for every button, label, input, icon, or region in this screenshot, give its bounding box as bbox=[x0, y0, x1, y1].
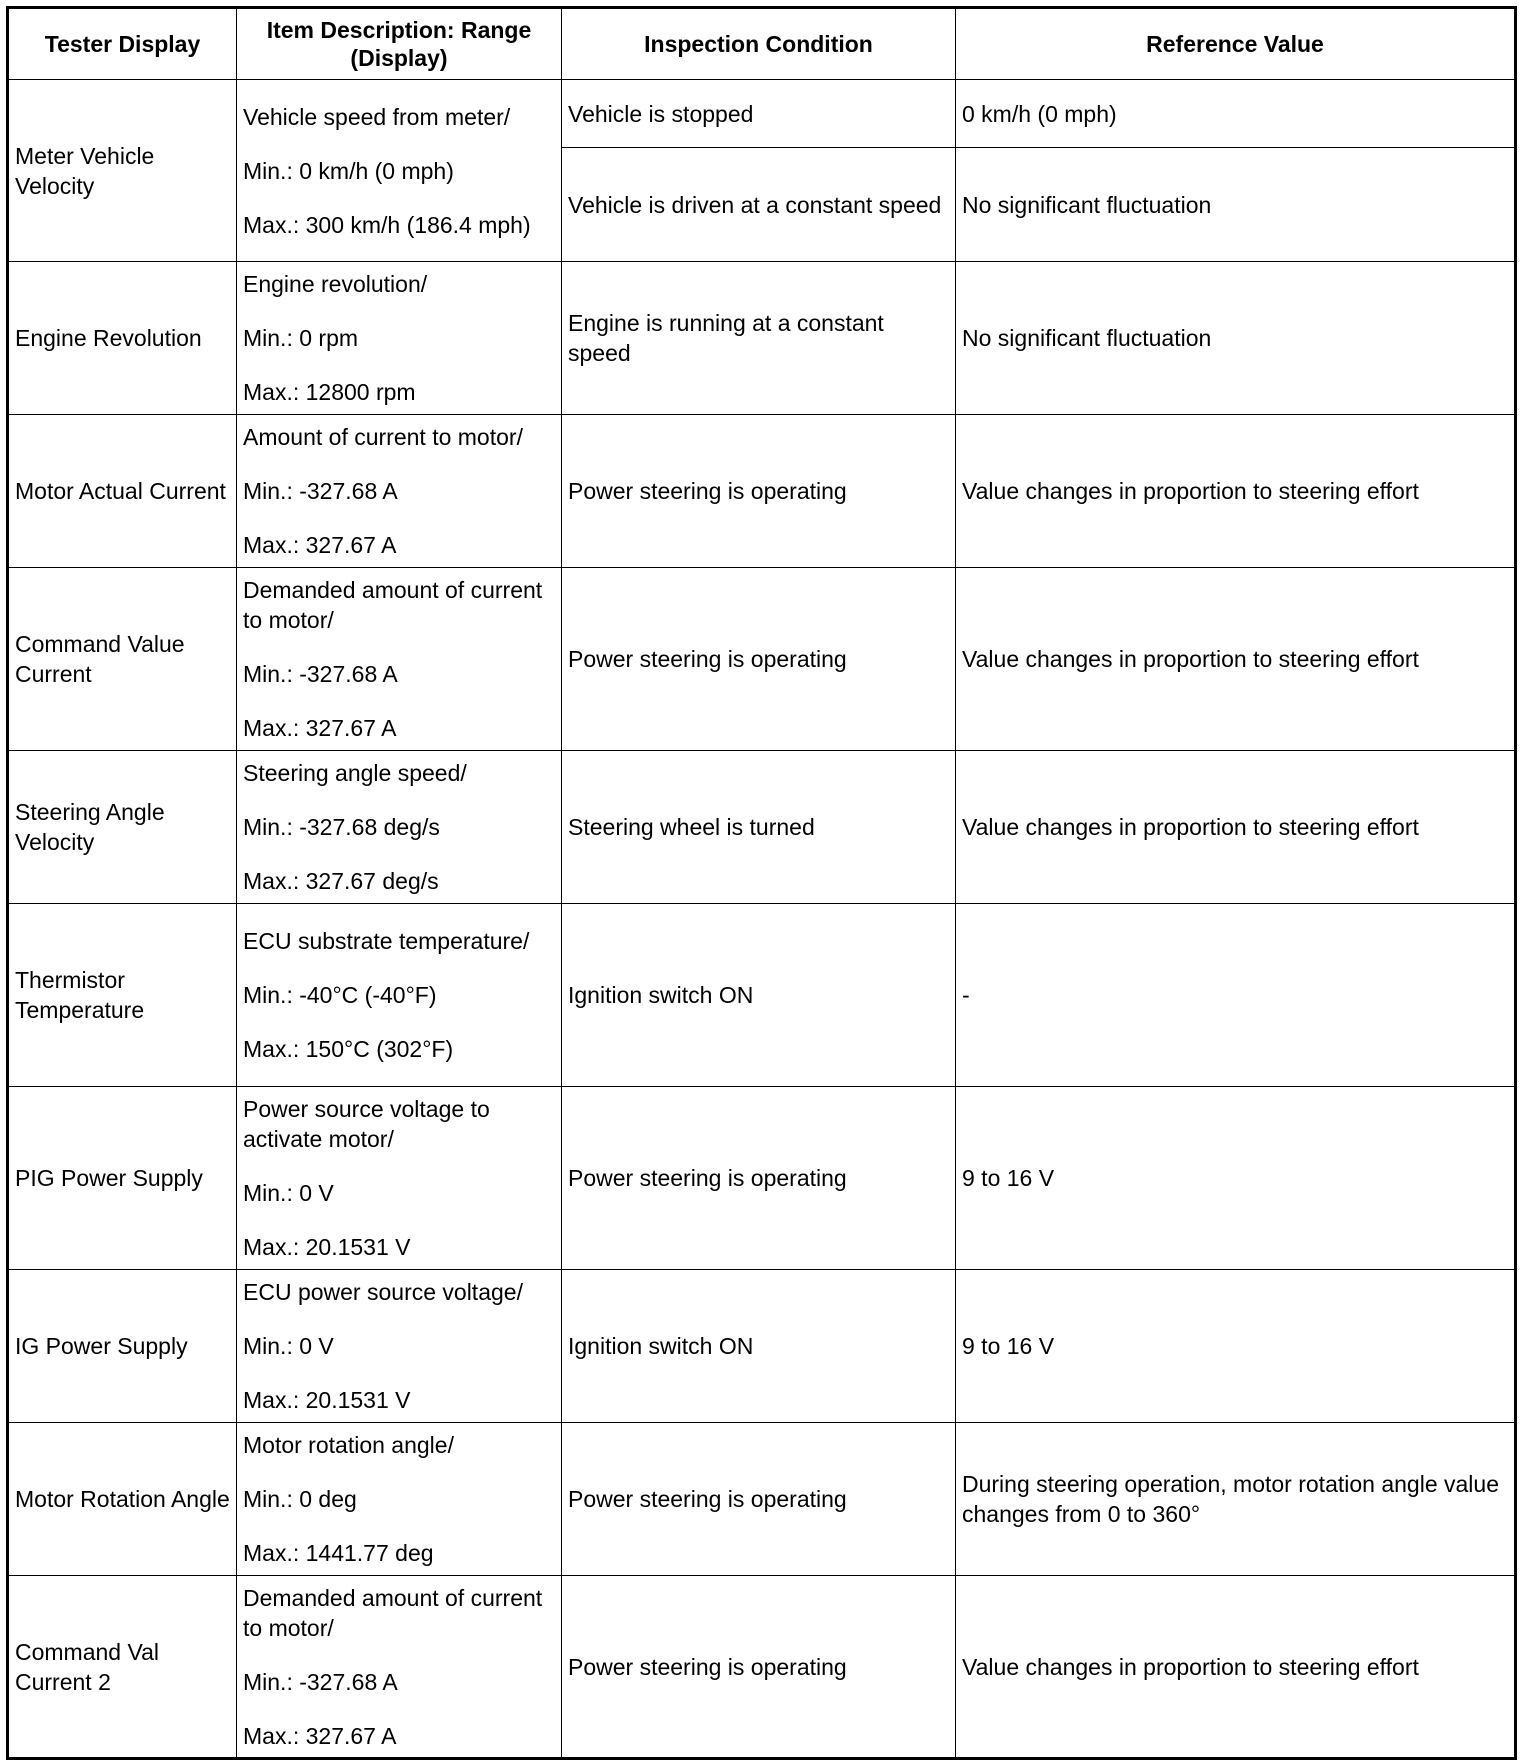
table-row bbox=[8, 751, 1516, 904]
table-row bbox=[8, 80, 1516, 148]
range-min: Min.: 0 V bbox=[243, 1180, 334, 1206]
item-description-cell bbox=[237, 1270, 562, 1423]
item-description-cell bbox=[237, 415, 562, 568]
reference-value-cell: - bbox=[956, 904, 1516, 1087]
inspection-condition-cell: Power steering is operating bbox=[562, 1087, 956, 1270]
inspection-condition-cell: Power steering is operating bbox=[562, 415, 956, 568]
reference-value-cell: No significant fluctuation bbox=[956, 262, 1516, 415]
reference-value-cell: Value changes in proportion to steering effort bbox=[956, 415, 1516, 568]
item-description-cell bbox=[237, 262, 562, 415]
description-text: ECU substrate temperature/ bbox=[243, 928, 530, 954]
item-description-cell bbox=[237, 904, 562, 1087]
inspection-condition-cell: Ignition switch ON bbox=[562, 1270, 956, 1423]
range-max: Max.: 150°C (302°F) bbox=[243, 1036, 454, 1062]
header-inspection-condition: Inspection Condition bbox=[562, 8, 956, 80]
range-max: Max.: 327.67 A bbox=[243, 715, 397, 741]
header-row bbox=[8, 8, 1516, 80]
tester-display-cell: Meter Vehicle Velocity bbox=[8, 80, 237, 262]
table-row bbox=[8, 1423, 1516, 1576]
tester-display-cell: Engine Revolution bbox=[8, 262, 237, 415]
item-description-cell bbox=[237, 751, 562, 904]
item-description-cell bbox=[237, 568, 562, 751]
item-description-cell bbox=[237, 1423, 562, 1576]
reference-value-cell: 9 to 16 V bbox=[956, 1087, 1516, 1270]
range-min: Min.: -327.68 A bbox=[243, 661, 398, 687]
table-row bbox=[8, 904, 1516, 1087]
reference-value-cell: During steering operation, motor rotation angle value changes from 0 to 360° bbox=[956, 1423, 1516, 1576]
range-min: Min.: 0 rpm bbox=[243, 325, 359, 351]
reference-value-cell: Value changes in proportion to steering effort bbox=[956, 1576, 1516, 1759]
tester-display-cell: Thermistor Temperature bbox=[8, 904, 237, 1087]
inspection-condition-cell: Vehicle is driven at a constant speed bbox=[562, 148, 956, 262]
description-text: Steering angle speed/ bbox=[243, 760, 467, 786]
inspection-condition-cell: Steering wheel is turned bbox=[562, 751, 956, 904]
header-reference-value: Reference Value bbox=[956, 8, 1516, 80]
tester-display-cell: Motor Actual Current bbox=[8, 415, 237, 568]
range-min: Min.: -40°C (-40°F) bbox=[243, 982, 437, 1008]
inspection-condition-cell: Power steering is operating bbox=[562, 568, 956, 751]
reference-value-cell: No significant fluctuation bbox=[956, 148, 1516, 262]
description-text: Power source voltage to activate motor/ bbox=[243, 1096, 490, 1152]
reference-value-cell: Value changes in proportion to steering effort bbox=[956, 568, 1516, 751]
tester-display-cell: Steering Angle Velocity bbox=[8, 751, 237, 904]
table-row bbox=[8, 1576, 1516, 1759]
header-item-description: Item Description: Range (Display) bbox=[237, 8, 562, 80]
item-description-cell bbox=[237, 1087, 562, 1270]
range-max: Max.: 20.1531 V bbox=[243, 1387, 411, 1413]
description-text: Motor rotation angle/ bbox=[243, 1432, 454, 1458]
description-text: Demanded amount of current to motor/ bbox=[243, 577, 543, 633]
range-max: Max.: 300 km/h (186.4 mph) bbox=[243, 211, 531, 238]
table-row bbox=[8, 1087, 1516, 1270]
range-max: Max.: 327.67 deg/s bbox=[243, 868, 439, 894]
description-text: Vehicle speed from meter/ bbox=[243, 103, 511, 130]
tester-display-cell: Command Value Current bbox=[8, 568, 237, 751]
tester-display-cell: Motor Rotation Angle bbox=[8, 1423, 237, 1576]
tester-display-cell: IG Power Supply bbox=[8, 1270, 237, 1423]
table-row bbox=[8, 1270, 1516, 1423]
table-row bbox=[8, 568, 1516, 751]
item-description-cell bbox=[237, 80, 562, 262]
item-description-cell bbox=[237, 1576, 562, 1759]
table-row bbox=[8, 415, 1516, 568]
inspection-condition-cell: Ignition switch ON bbox=[562, 904, 956, 1087]
range-max: Max.: 1441.77 deg bbox=[243, 1540, 434, 1566]
range-max: Max.: 20.1531 V bbox=[243, 1234, 411, 1260]
reference-value-cell: 0 km/h (0 mph) bbox=[956, 80, 1516, 148]
data-list-table bbox=[6, 6, 1517, 1760]
range-min: Min.: 0 km/h (0 mph) bbox=[243, 157, 454, 184]
reference-value-cell: 9 to 16 V bbox=[956, 1270, 1516, 1423]
range-min: Min.: -327.68 A bbox=[243, 478, 398, 504]
header-tester-display: Tester Display bbox=[8, 8, 237, 80]
tester-display-cell: PIG Power Supply bbox=[8, 1087, 237, 1270]
reference-value-cell: Value changes in proportion to steering effort bbox=[956, 751, 1516, 904]
tester-display-cell: Command Val Current 2 bbox=[8, 1576, 237, 1759]
range-min: Min.: -327.68 A bbox=[243, 1668, 398, 1695]
description-text: Engine revolution/ bbox=[243, 271, 428, 297]
range-min: Min.: -327.68 deg/s bbox=[243, 814, 440, 840]
range-min: Min.: 0 V bbox=[243, 1333, 334, 1359]
range-max: Max.: 12800 rpm bbox=[243, 379, 416, 405]
inspection-condition-cell: Vehicle is stopped bbox=[562, 80, 956, 148]
inspection-condition-cell: Power steering is operating bbox=[562, 1423, 956, 1576]
range-max: Max.: 327.67 A bbox=[243, 532, 397, 558]
inspection-condition-cell: Engine is running at a constant speed bbox=[562, 262, 956, 415]
description-text: Amount of current to motor/ bbox=[243, 424, 523, 450]
table-row bbox=[8, 262, 1516, 415]
description-text: Demanded amount of current to motor/ bbox=[243, 1584, 543, 1641]
description-text: ECU power source voltage/ bbox=[243, 1279, 523, 1305]
range-min: Min.: 0 deg bbox=[243, 1486, 357, 1512]
range-max: Max.: 327.67 A bbox=[243, 1722, 397, 1749]
inspection-condition-cell: Power steering is operating bbox=[562, 1576, 956, 1759]
